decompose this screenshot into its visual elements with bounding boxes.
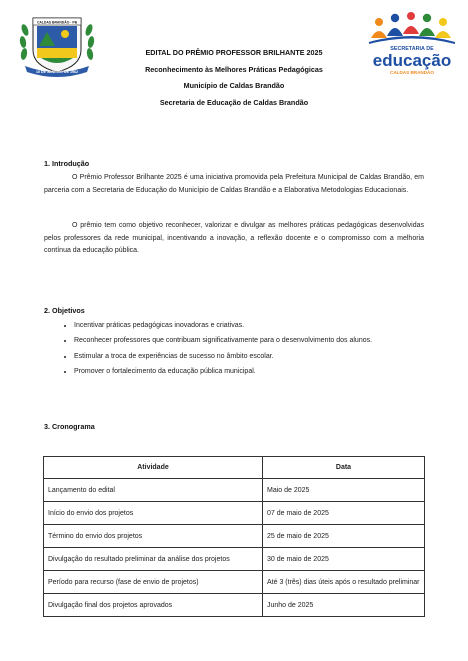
cronograma-table (43, 456, 425, 617)
seal-top-text: CALDAS BRANDÃO · PB (36, 20, 78, 25)
intro-paragraph-1: O Prêmio Professor Brilhante 2025 é uma iniciativa promovida pela Prefeitura Municipal de Caldas Brandão, em parceria com a Secretaria de Educação do Município de Caldas Brandão e a Elaborativa Metodologias Educacionais. (44, 174, 424, 194)
table-row (44, 479, 425, 502)
document-header (100, 48, 368, 114)
secretaria-educacao-logo (365, 12, 459, 78)
seal-ribbon-text: 10 DE JANEIRO DE 1962 (36, 70, 78, 74)
table-row (44, 525, 425, 548)
table-row (44, 571, 425, 594)
cell-data: Junho de 2025 (263, 594, 425, 617)
cell-data: 07 de maio de 2025 (263, 502, 425, 525)
cell-atividade: Início do envio dos projetos (44, 502, 263, 525)
cell-data: 30 de maio de 2025 (263, 548, 425, 571)
section-title-objetivos: 2. Objetivos (44, 306, 85, 315)
edital-subtitle: Reconhecimento às Melhores Práticas Pedagógicas (145, 64, 323, 74)
list-item: • Promover o fortalecimento da educação pública municipal. (74, 368, 454, 375)
edu-logo-line3: CALDAS BRANDÃO (390, 70, 434, 75)
column-header-data: Data (263, 457, 425, 479)
municipal-seal-logo (17, 10, 97, 77)
list-item: • Incentivar práticas pedagógicas inovadoras e criativas. (74, 322, 454, 329)
cell-atividade: Lançamento do edital (44, 479, 263, 502)
cell-data: Até 3 (três) dias úteis após o resultado preliminar (263, 571, 425, 594)
list-item: • Estimular a troca de experiências de sucesso no âmbito escolar. (74, 353, 454, 360)
edital-title: EDITAL DO PRÊMIO PROFESSOR BRILHANTE 2025 (145, 48, 323, 57)
cell-atividade: Divulgação do resultado preliminar da análise dos projetos (44, 548, 263, 571)
column-header-atividade: Atividade (44, 457, 263, 479)
secretaria-line: Secretaria de Educação de Caldas Brandão (159, 97, 309, 107)
cell-atividade: Período para recurso (fase de envio de projetos) (44, 571, 263, 594)
intro-paragraph-2: O prêmio tem como objetivo reconhecer, valorizar e divulgar as melhores práticas pedagógicas desenvolvidas pelos professores da rede municipal, incentivando a inovação, a reflexão docente e o compromisso com a melhoria contínua da educação pública. (44, 222, 424, 255)
edu-logo-line1: SECRETARIA DE (390, 46, 434, 52)
table-header-row (44, 457, 425, 479)
edu-logo-line2: educação (372, 51, 452, 70)
cell-data: 25 de maio de 2025 (263, 525, 425, 548)
section-title-introducao: 1. Introdução (44, 159, 90, 168)
objectives-list (44, 322, 454, 383)
cell-atividade: Divulgação final dos projetos aprovados (44, 594, 263, 617)
table-row (44, 502, 425, 525)
table-row (44, 548, 425, 571)
table-row (44, 594, 425, 617)
section-title-cronograma: 3. Cronograma (44, 422, 95, 431)
municipality-line: Município de Caldas Brandão (183, 81, 285, 90)
list-item: • Reconhecer professores que contribuam significativamente para o desenvolvimento dos alunos. (74, 337, 454, 344)
cell-data: Maio de 2025 (263, 479, 425, 502)
cell-atividade: Término do envio dos projetos (44, 525, 263, 548)
